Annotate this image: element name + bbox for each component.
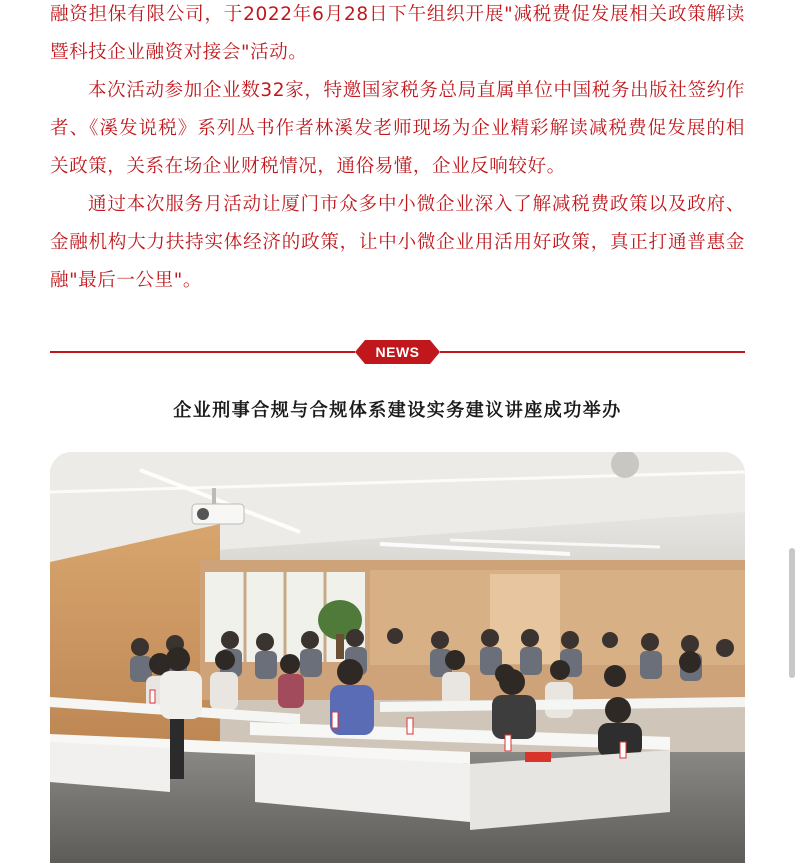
news-badge-label: NEWS — [375, 344, 420, 360]
news-badge — [355, 340, 440, 364]
seminar-photo-illustration — [50, 452, 745, 863]
news-headline[interactable]: 企业刑事合规与合规体系建设实务建议讲座成功举办 — [173, 400, 622, 421]
divider-line-left — [50, 351, 355, 353]
article-paragraph: 通过本次服务月活动让厦门市众多中小微企业深入了解减税费政策以及政府、金融机构大力扶持实体经济的政策，让中小微企业用活用好政策，真正打通普惠金融"最后一公里"。 — [50, 194, 745, 291]
divider-line-right — [440, 351, 745, 353]
page-scrollbar[interactable] — [789, 548, 795, 678]
news-divider — [50, 340, 745, 364]
article-paragraph: 融资担保有限公司，于2022年6月28日下午组织开展"减税费促发展相关政策解读暨科技企业融资对接会"活动。 — [50, 4, 745, 63]
seminar-photo — [50, 452, 745, 863]
article-paragraph: 本次活动参加企业数32家，特邀国家税务总局直属单位中国税务出版社签约作者、《溪发说税》系列丛书作者林溪发老师现场为企业精彩解读减税费促发展的相关政策，关系在场企业财税情况，通俗易懂，企业反响较好。 — [50, 80, 745, 177]
